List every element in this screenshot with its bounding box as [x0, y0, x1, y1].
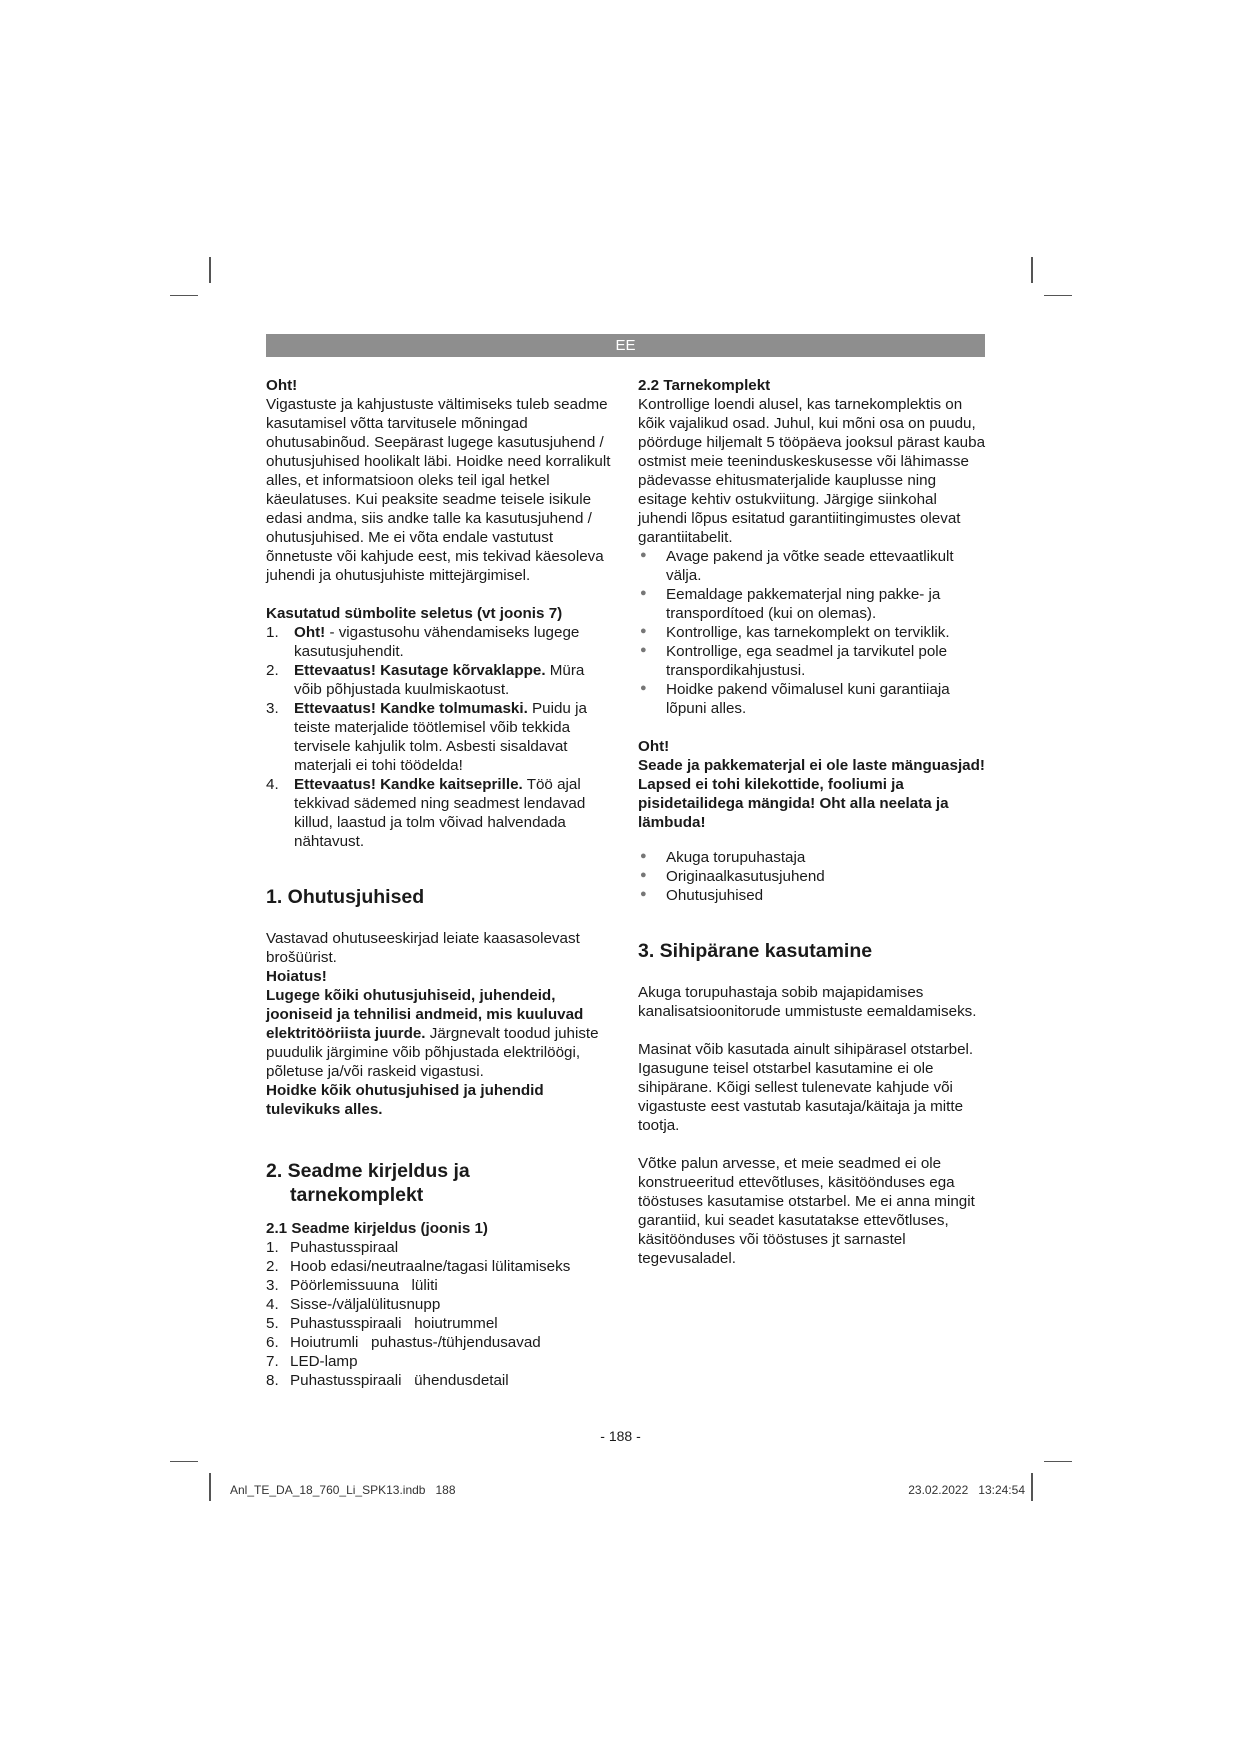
part-item: 8. Puhastusspiraali ühendusdetail — [266, 1372, 509, 1389]
danger-2-title: Oht! — [638, 738, 670, 755]
delivery-item: ● Ohutusjuhised — [638, 886, 986, 905]
warning-title: Hoiatus! — [266, 968, 327, 985]
symbols-title: Kasutatud sümbolite seletus (vt joonis 7) — [266, 605, 563, 622]
parts-list — [266, 1238, 612, 1390]
danger-2-text: Seade ja pakkematerjal ei ole laste mänguasjad! Lapsed ei tohi kilekottide, fooliumi ja pisidetailidega mängida! Oht alla neelata ja lämbuda! — [638, 757, 985, 831]
section-3-paragraph-3: Võtke palun arvesse, et meie seadmed ei ole konstrueeritud ettevõtluses, käsitöönduses ega tööstuses kasutamise otstarbel. Me ei anna mingit garantiid, kui seadet kasutatakse ettevõtluses, käsitöönduses või tööstuses jt sarnastel tegevusaladel. — [638, 1155, 975, 1267]
left-column — [266, 376, 612, 1390]
section-2-heading: 2. Seadme kirjeldus ja tarnekomplekt — [266, 1160, 470, 1206]
checklist — [638, 547, 986, 718]
crop-mark — [1031, 1473, 1033, 1501]
danger-text: Vigastuste ja kahjustuste vältimiseks tuleb seadme kasutamisel võtta tarvitusele mõningad ohutusabinõud. Seepärast lugege kasutusjuhend / ohutusjuhised hoolikalt läbi. Hoidke need korralikult alles, et informatsioon oleks teil igal hetkel käeulatuses. Kui peaksite seadme teisele isikule edasi andma, siis andke talle ka kasutusjuhend / ohutusjuhised. Me ei võta endale vastutust õnnetuste või kahjude eest, mis tekivad käesoleva juhendi ja ohutusjuhiste mittejärgimisel. — [266, 396, 611, 584]
right-column — [638, 376, 986, 1268]
checklist-item: ● Kontrollige, ega seadmel ja tarvikutel pole transpordikahjustusi. — [638, 642, 986, 680]
checklist-item: ● Eemaldage pakkematerjal ning pakke- ja transpordítoed (kui on olemas). — [638, 585, 986, 623]
delivery-list — [638, 848, 986, 905]
crop-mark — [170, 1461, 198, 1462]
delivery-item: ● Originaalkasutusjuhend — [638, 867, 986, 886]
part-item: 2. Hoob edasi/neutraalne/tagasi lülitamiseks — [266, 1258, 571, 1275]
checklist-item: ● Hoidke pakend võimalusel kuni garantiiaja lõpuni alles. — [638, 680, 986, 718]
page-number: - 188 - — [600, 1428, 641, 1444]
part-item: 4. Sisse-/väljalülitusnupp — [266, 1296, 441, 1313]
crop-mark — [209, 257, 211, 283]
language-code: EE — [615, 337, 636, 354]
crop-mark — [1031, 257, 1033, 283]
language-header-bar — [266, 334, 985, 357]
footer-file-name: Anl_TE_DA_18_760_Li_SPK13.indb 188 — [230, 1483, 456, 1497]
part-item: 6. Hoiutrumli puhastus-/tühjendusavad — [266, 1334, 541, 1351]
part-item: 7. LED-lamp — [266, 1353, 358, 1370]
section-3-paragraph-2: Masinat võib kasutada ainult sihipärasel otstarbel. Igasugune teisel otstarbel kasutamine ei ole sihipärane. Kõigi sellest tulenevate kahjude või vigastuste eest vastutab kasutaja/käitaja ja mitte tootja. — [638, 1041, 974, 1134]
symbol-item: 1. Oht! - vigastusohu vähendamiseks lugege kasutusjuhendit. — [266, 624, 580, 660]
danger-title: Oht! — [266, 377, 298, 394]
part-item: 3. Pöörlemissuuna lüliti — [266, 1277, 438, 1294]
section-3-heading: 3. Sihipärane kasutamine — [638, 940, 873, 962]
section-3-paragraph-1: Akuga torupuhastaja sobib majapidamises kanalisatsioonitorude ummistuste eemaldamiseks. — [638, 984, 977, 1020]
section-1-heading: 1. Ohutusjuhised — [266, 886, 425, 908]
checklist-item: ● Kontrollige, kas tarnekomplekt on terviklik. — [638, 623, 986, 642]
crop-mark — [209, 1473, 211, 1501]
symbol-item: 3. Ettevaatus! Kandke tolmumaski. Puidu ja teiste materjalide töötlemisel võib tekkida tervisele kahjulik tolm. Asbesti sisaldavat materjali ei tohi töödelda! — [266, 700, 587, 774]
section-2-2-text: Kontrollige loendi alusel, kas tarnekomplektis on kõik vajalikud osad. Juhul, kui mõni osa on puudu, pöörduge hiljemalt 5 tööpäeva jooksul pärast kauba ostmist meie teeninduskeskusesse või lähimasse pädevasse ehitusmaterjalide kauplusse ning esitage kehtiv ostukviitung. Järgige siinkohal juhendi lõpus esitatud garantiitingimustes olevat garantiitabelit. — [638, 396, 986, 546]
symbols-list — [266, 623, 612, 851]
checklist-item: ● Avage pakend ja võtke seade ettevaatlikult välja. — [638, 547, 986, 585]
delivery-item: ● Akuga torupuhastaja — [638, 848, 986, 867]
warning-keep-text: Hoidke kõik ohutusjuhised ja juhendid tulevikuks alles. — [266, 1082, 544, 1118]
symbol-item: 2. Ettevaatus! Kasutage kõrvaklappe. Müra võib põhjustada kuulmiskaotust. — [266, 662, 585, 698]
section-1-text: Vastavad ohutuseeskirjad leiate kaasasolevast brošüürist. — [266, 930, 580, 966]
crop-mark — [1044, 295, 1072, 296]
footer-timestamp: 23.02.2022 13:24:54 — [908, 1483, 1025, 1497]
part-item: 5. Puhastusspiraali hoiutrummel — [266, 1315, 498, 1332]
symbol-item: 4. Ettevaatus! Kandke kaitseprille. Töö ajal tekkivad sädemed ning seadmest lendavad killud, laastud ja tolm võivad halvendada nähtavust. — [266, 776, 586, 850]
crop-mark — [170, 295, 198, 296]
crop-mark — [1044, 1461, 1072, 1462]
warning-text: Lugege kõiki ohutusjuhiseid, juhendeid, jooniseid ja tehnilisi andmeid, mis kuuluvad elektritööriista juurde. Järgnevalt toodud juhiste puudulik järgimine võib põhjustada elektrilöögi, põletuse ja/või raskeid vigastusi. — [266, 987, 599, 1080]
part-item: 1. Puhastusspiraal — [266, 1239, 399, 1256]
section-2-1-heading: 2.1 Seadme kirjeldus (joonis 1) — [266, 1220, 488, 1237]
section-2-2-heading: 2.2 Tarnekomplekt — [638, 377, 771, 394]
